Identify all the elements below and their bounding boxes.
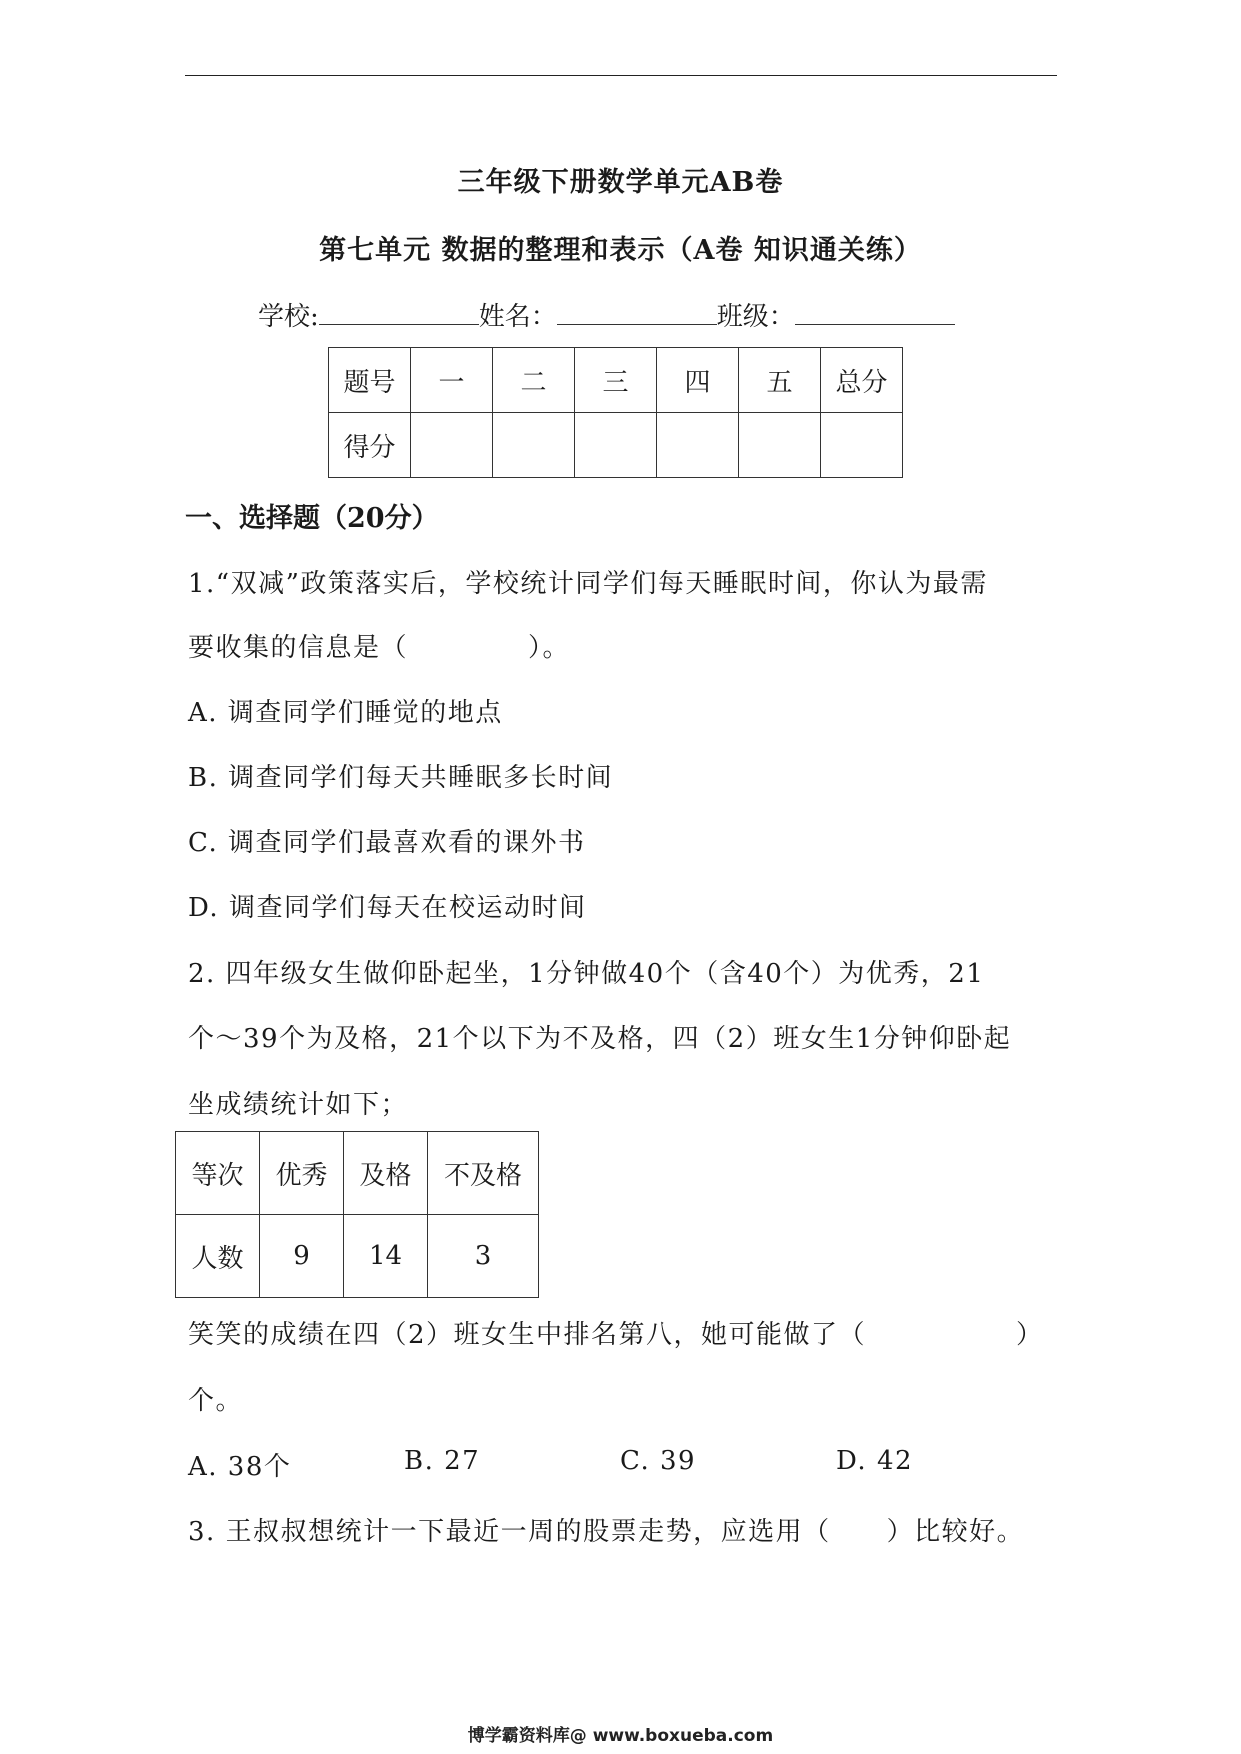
q1-option-b: B. 调查同学们每天共睡眠多长时间 — [188, 763, 614, 793]
class-blank[interactable] — [795, 298, 955, 325]
score-entry-cell[interactable] — [411, 413, 493, 478]
class-label: 班级： — [716, 302, 795, 332]
q3-line1 — [188, 1511, 1024, 1548]
q2-line4-text: 笑笑的成绩在四（2）班女生中排名第八，她可能做了（ — [188, 1320, 867, 1350]
score-table-cell: 二 — [493, 348, 575, 413]
q2-option-c: C. 39 — [620, 1446, 697, 1476]
score-table-cell: 题号 — [329, 348, 411, 413]
grade-table-count-row — [176, 1215, 539, 1298]
q2-line4-end: ） — [1016, 1320, 1044, 1350]
page-title: 三年级下册数学单元AB卷 — [457, 167, 784, 198]
grade-table-cell: 14 — [344, 1215, 428, 1298]
q1-line2 — [188, 627, 570, 664]
score-entry-cell[interactable] — [657, 413, 739, 478]
score-entry-cell[interactable] — [575, 413, 657, 478]
grade-table — [175, 1131, 539, 1298]
score-label-cell: 得分 — [329, 413, 411, 478]
score-table-cell: 五 — [739, 348, 821, 413]
score-table-cell: 总分 — [821, 348, 903, 413]
school-label: 学校: — [258, 302, 319, 332]
q2-option-a: A. 38个 — [188, 1452, 292, 1482]
grade-table-cell: 优秀 — [260, 1132, 344, 1215]
score-table-header-row — [329, 348, 903, 413]
grade-table-cell: 3 — [428, 1215, 539, 1298]
grade-table-cell: 及格 — [344, 1132, 428, 1215]
q3-line1-end: ）比较好。 — [886, 1517, 1025, 1547]
score-entry-cell[interactable] — [821, 413, 903, 478]
q2-line3: 坐成绩统计如下； — [188, 1090, 409, 1120]
score-table — [328, 347, 903, 478]
q1-option-a: A. 调查同学们睡觉的地点 — [188, 698, 503, 728]
q2-line1: 2. 四年级女生做仰卧起坐，1分钟做40个（含40个）为优秀，21 — [188, 959, 985, 989]
student-info-row — [258, 296, 955, 333]
q2-line2: 个～39个为及格，21个以下为不及格，四（2）班女生1分钟仰卧起 — [188, 1024, 1012, 1054]
grade-table-cell: 等次 — [176, 1132, 260, 1215]
grade-table-cell: 不及格 — [428, 1132, 539, 1215]
top-rule — [185, 75, 1057, 76]
q2-option-b: B. 27 — [404, 1446, 481, 1476]
q1-option-d: D. 调查同学们每天在校运动时间 — [188, 893, 587, 923]
score-entry-cell[interactable] — [739, 413, 821, 478]
q1-line2-end: ）。 — [528, 633, 571, 663]
q2-line4 — [188, 1314, 1044, 1351]
q2-option-d: D. 42 — [836, 1446, 914, 1476]
name-label: 姓名： — [478, 302, 557, 332]
q1-line1: 1.“双减”政策落实后，学校统计同学们每天睡眠时间，你认为最需 — [188, 569, 988, 599]
footer-watermark: 博学霸资料库@ www.boxueba.com — [467, 1726, 774, 1746]
score-table-cell: 三 — [575, 348, 657, 413]
q2-line5: 个。 — [188, 1386, 244, 1416]
grade-table-header-row — [176, 1132, 539, 1215]
q3-line1-text: 3. 王叔叔想统计一下最近一周的股票走势，应选用（ — [188, 1517, 831, 1547]
grade-table-cell: 人数 — [176, 1215, 260, 1298]
score-table-score-row — [329, 413, 903, 478]
q1-line2-text: 要收集的信息是（ — [188, 633, 409, 663]
school-blank[interactable] — [319, 298, 479, 325]
section-heading: 一、选择题（20分） — [185, 503, 439, 534]
name-blank[interactable] — [557, 298, 717, 325]
grade-table-cell: 9 — [260, 1215, 344, 1298]
score-entry-cell[interactable] — [493, 413, 575, 478]
page-subtitle: 第七单元 数据的整理和表示（A卷 知识通关练） — [319, 235, 922, 266]
q1-option-c: C. 调查同学们最喜欢看的课外书 — [188, 828, 586, 858]
score-table-cell: 四 — [657, 348, 739, 413]
score-table-cell: 一 — [411, 348, 493, 413]
